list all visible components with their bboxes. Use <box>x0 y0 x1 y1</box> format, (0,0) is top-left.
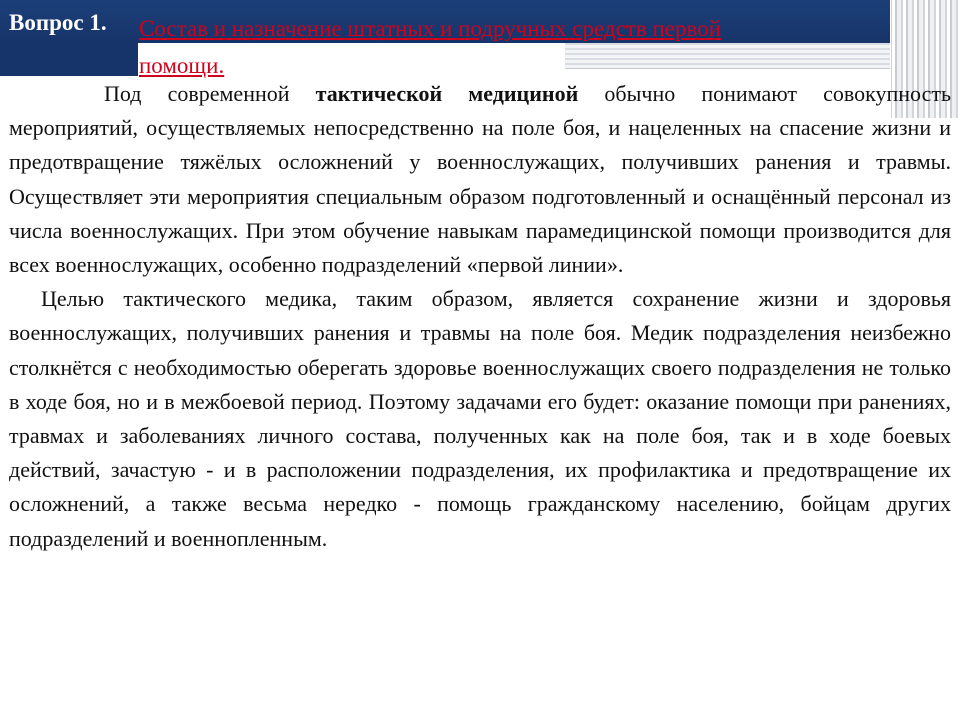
paragraph-1-start: Под современной <box>104 81 316 106</box>
question-title-line-2: помощи. <box>139 53 225 78</box>
term-tactical-medicine: тактической медициной <box>315 81 579 106</box>
paragraph-tactical-medicine <box>9 77 951 282</box>
header-band-extension <box>0 43 138 76</box>
body-text <box>9 77 951 556</box>
question-title-line-1: Состав и назначение штатных и подручных средств первой <box>139 16 721 41</box>
question-title <box>139 10 879 84</box>
paragraph-medic-goals: Целью тактического медика, таким образом, является сохранение жизни и здоровья военнослужащих, получивших ранения и травмы на поле боя. Медик подразделения неизбежно столкнётся с необходимостью оберегать здоровье военнослужащих своего подразделения не только в ходе боя, но и в межбоевой период. Поэтому задачами его будет: оказание помощи при ранениях, травмах и заболеваниях личного состава, полученных как на поле боя, так и в ходе боевых действий, зачастую - и в расположении подразделения, их профилактика и предотвращение их осложнений, а также весьма нередко - помощь гражданскому населению, бойцам других подразделений и военнопленным. <box>9 286 951 551</box>
question-label: Вопрос 1. <box>9 10 107 35</box>
paragraph-1-rest: обычно понимают совокупность мероприятий, осуществляемых непосредственно на поле боя, и нацеленных на спасение жизни и предотвращение тяжёлых осложнений у военнослужащих, получивших ранения и травмы. Осуществляет эти мероприятия специальным образом подготовленный и оснащённый персонал из числа военнослужащих. При этом обучение навыкам парамедицинской помощи производится для всех военнослужащих, особенно подразделений «первой линии». <box>9 81 951 278</box>
